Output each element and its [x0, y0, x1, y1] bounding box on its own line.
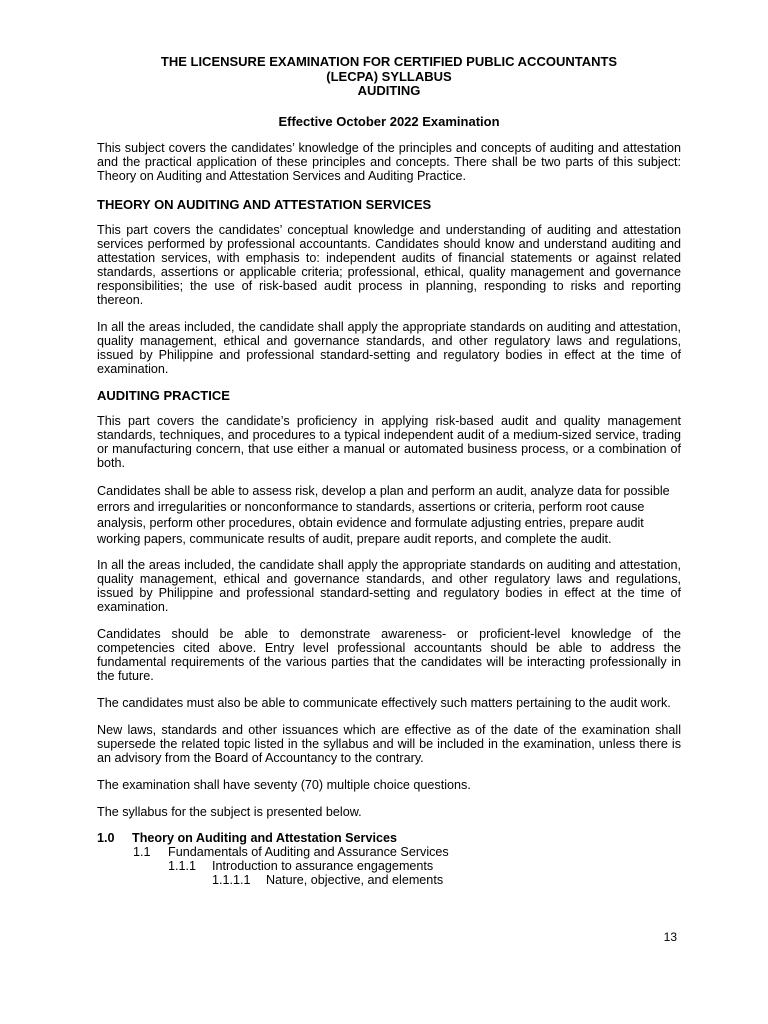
practice-paragraph-2: Candidates shall be able to assess risk, develop a plan and perform an audit, analyze data for possible errors and irregularities or nonconformance to standards, assertions or criteria, perform root cause analysis, perform other procedures, obtain evidence and formulate adjusting entries, prepare audit working papers, communicate results of audit, prepare audit reports, and complete the audit. — [97, 483, 670, 546]
practice-paragraph-6: New laws, standards and other issuances which are effective as of the date of the examination shall supersede the related topic listed in the syllabus and will be included in the examination, unless there is an advisory from the Board of Accountancy to the contrary. — [97, 722, 681, 765]
title-line-3: AUDITING — [357, 83, 421, 98]
practice-paragraph-5: The candidates must also be able to communicate effectively such matters pertaining to the audit work. — [97, 695, 671, 710]
title-line-2: (LECPA) SYLLABUS — [326, 68, 452, 84]
outline-item-1-1-1 — [97, 859, 681, 873]
outline-number: 1.1 — [133, 844, 151, 859]
outline-text: Nature, objective, and elements — [266, 872, 444, 887]
practice-paragraph-7: The examination shall have seventy (70) multiple choice questions. — [97, 777, 471, 792]
outline-item-1-1 — [97, 845, 681, 859]
syllabus-outline — [97, 831, 681, 887]
outline-number: 1.1.1 — [168, 858, 197, 873]
document-title — [97, 55, 681, 99]
practice-paragraph-8: The syllabus for the subject is presented below. — [97, 804, 362, 819]
theory-heading: THEORY ON AUDITING AND ATTESTATION SERVICES — [97, 196, 432, 212]
outline-item-1-0 — [97, 831, 681, 845]
practice-paragraph-1: This part covers the candidate’s proficiency in applying risk-based audit and quality management standards, techniques, and procedures to a typical independent audit of a medium-sized service, trading or manufacturing concern, that use either a manual or automated business process, or a combination of both. — [97, 413, 681, 470]
outline-item-1-1-1-1 — [97, 873, 681, 887]
outline-number: 1.0 — [97, 830, 115, 845]
theory-paragraph-1: This part covers the candidates’ conceptual knowledge and understanding of auditing and attestation services performed by professional accountants. Candidates should know and understand auditing and attestation services, with emphasis to: independent audits of financial statements or against related standards, assertions or applicable criteria; professional, ethical, quality management and governance responsibilities; the use of risk-based audit process in planning, responding to risks and reporting thereon. — [97, 222, 681, 307]
page-number: 13 — [663, 930, 677, 944]
title-line-1: THE LICENSURE EXAMINATION FOR CERTIFIED PUBLIC ACCOUNTANTS — [160, 54, 618, 69]
outline-text: Introduction to assurance engagements — [212, 858, 434, 873]
outline-text: Theory on Auditing and Attestation Services — [132, 830, 397, 845]
theory-paragraph-2: In all the areas included, the candidate shall apply the appropriate standards on auditing and attestation, quality management, ethical and governance standards, and other regulatory laws and regulations, issued by Philippine and professional standard-setting and regulatory bodies in effect at the time of examination. — [97, 319, 681, 376]
page-content — [97, 55, 681, 887]
intro-paragraph: This subject covers the candidates’ knowledge of the principles and concepts of auditing and attestation and the practical application of these principles and concepts. There shall be two parts of this subject: Theory on Auditing and Attestation Services and Auditing Practice. — [97, 140, 681, 183]
practice-paragraph-4: Candidates should be able to demonstrate awareness- or proficient-level knowledge of the competencies cited above. Entry level professional accountants should be able to address the fundamental requirements of the various parties that the candidates will be interacting professionally in the future. — [97, 626, 681, 683]
outline-number: 1.1.1.1 — [212, 872, 251, 887]
practice-heading: AUDITING PRACTICE — [97, 387, 230, 403]
practice-section — [97, 414, 681, 819]
practice-paragraph-3: In all the areas included, the candidate shall apply the appropriate standards on auditing and attestation, quality management, ethical and governance standards, and other regulatory laws and regulations, issued by Philippine and professional standard-setting and regulatory bodies in effect at the time of examination. — [97, 557, 681, 614]
effective-date: Effective October 2022 Examination — [278, 113, 500, 129]
outline-text: Fundamentals of Auditing and Assurance Services — [168, 844, 449, 859]
